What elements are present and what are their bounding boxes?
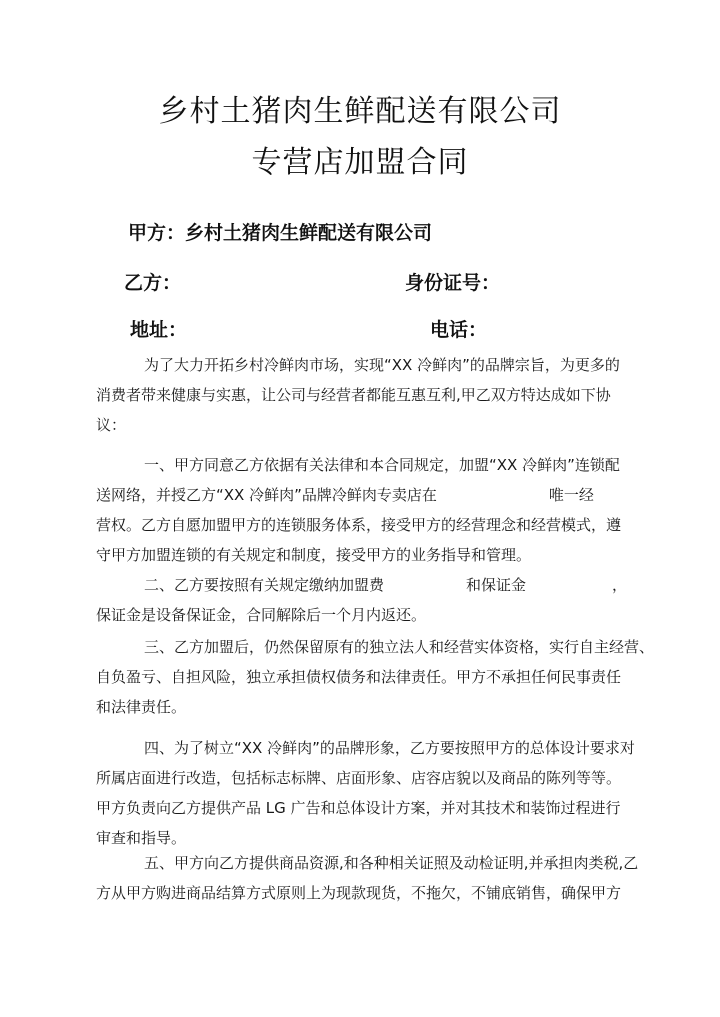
paragraph-line: [96, 480, 636, 510]
clause-five: [96, 848, 639, 908]
paragraph-line: 营权。乙方自愿加盟甲方的连锁服务体系，接受甲方的经营理念和经营模式，遵: [96, 516, 622, 534]
phone-label: 电话：: [430, 319, 488, 341]
clause-one-text: 送网络，并授乙方“XX 冷鲜肉”品牌冷鲜肉专卖店在: [96, 486, 437, 504]
paragraph-line: 三、乙方加盟后，仍然保留原有的独立法人和经营实体资格，实行自主经营、: [144, 638, 655, 656]
address-label: 地址：: [130, 319, 188, 341]
clause-three: [96, 632, 655, 722]
paragraph-line: 一、甲方同意乙方依据有关法律和本合同规定，加盟“XX 冷鲜肉”连锁配: [144, 456, 620, 474]
paragraph-line: 保证金是设备保证金，合同解除后一个月内返还。: [96, 606, 427, 624]
party-a-label: 甲方：乡村土猪肉生鲜配送有限公司: [128, 222, 433, 244]
paragraph-line: 五、甲方向乙方提供商品资源,和各种相关证照及动检证明,并承担肉类税,乙: [144, 854, 639, 872]
store-location-blank: [437, 499, 549, 500]
deposit-blank: [526, 589, 612, 590]
paragraph-line: 所属店面进行改造，包括标志标牌、店面形象、店容店貌以及商品的陈列等等。: [96, 769, 622, 787]
clause-four: [96, 733, 636, 853]
clause-two: [96, 570, 636, 630]
clause-one-text: 唯一经: [548, 486, 594, 504]
paragraph-line: [96, 570, 636, 600]
paragraph-line: 议：: [96, 416, 127, 434]
document-title-contract: 专营店加盟合同: [251, 145, 469, 180]
paragraph-line: 和法律责任。: [96, 698, 187, 716]
franchise-fee-blank: [384, 589, 466, 590]
party-b-label: 乙方：: [124, 272, 182, 294]
clause-two-text: 二、乙方要按照有关规定缴纳加盟费: [144, 576, 385, 594]
paragraph-line: 自负盈亏、自担风险，独立承担债权债务和法律责任。甲方不承担任何民事责任: [96, 668, 622, 686]
clause-two-text: ，: [612, 576, 628, 594]
paragraph-line: 守甲方加盟连锁的有关规定和制度，接受甲方的业务指导和管理。: [96, 546, 532, 564]
document-title-company: 乡村土猪肉生鲜配送有限公司: [158, 94, 562, 129]
paragraph-line: 消费者带来健康与实惠，让公司与经营者都能互惠互利,甲乙双方特达成如下协: [96, 386, 611, 404]
paragraph-line: 四、为了树立“XX 冷鲜肉”的品牌形象，乙方要按照甲方的总体设计要求对: [144, 739, 635, 757]
paragraph-line: 甲方负责向乙方提供产品 LG 广告和总体设计方案，并对其技术和装饰过程进行: [96, 799, 621, 817]
clause-two-text: 和保证金: [466, 576, 527, 594]
paragraph-intro: [96, 350, 636, 440]
id-number-label: 身份证号：: [405, 272, 501, 294]
paragraph-line: 为了大力开拓乡村冷鲜肉市场，实现“XX 冷鲜肉”的品牌宗旨，为更多的: [144, 356, 620, 374]
clause-one: [96, 450, 636, 570]
paragraph-line: 方从甲方购进商品结算方式原则上为现款现货，不拖欠，不铺底销售，确保甲方: [96, 884, 622, 902]
paragraph-line: 审查和指导。: [96, 829, 187, 847]
